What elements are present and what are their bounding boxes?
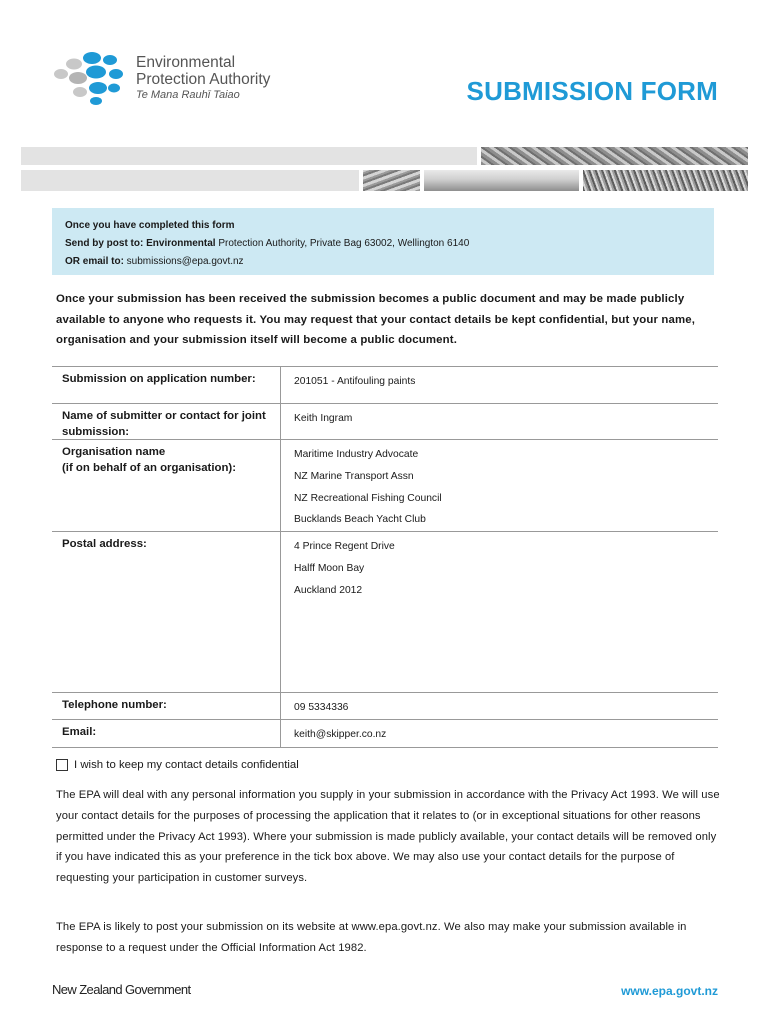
public-document-notice: Once your submission has been received the submission becomes a public document and may be made publicly available to anyone who requests it. You may request that your contact details be kept confidential, but your name, organisation and your submission itself will become a public document. <box>56 293 696 346</box>
banner-strip <box>21 170 359 191</box>
banner-image-rock <box>363 170 420 191</box>
submitter-details-table <box>52 366 718 748</box>
confidential-checkbox-label: I wish to keep my contact details confidential <box>74 759 299 771</box>
table-row <box>52 440 718 532</box>
postal-address-value[interactable] <box>280 532 718 692</box>
postal-address-line: 4 Prince Regent Drive <box>294 541 395 552</box>
organisation-line: NZ Marine Transport Assn <box>294 470 414 482</box>
telephone-value[interactable]: 09 5334336 <box>294 702 349 713</box>
organisation-label-line2: (if on behalf of an organisation): <box>62 462 237 474</box>
submission-email-link[interactable]: submissions@epa.govt.nz <box>123 256 244 267</box>
submission-instructions <box>52 208 714 275</box>
submitter-name-value[interactable]: Keith Ingram <box>294 413 353 424</box>
table-row <box>52 720 718 748</box>
postal-address-line: Halff Moon Bay <box>294 562 365 574</box>
postal-address-label: Postal address: <box>62 538 147 550</box>
page-title: SUBMISSION FORM <box>466 76 718 106</box>
epa-logo <box>52 50 302 106</box>
email-value[interactable]: keith@skipper.co.nz <box>294 729 387 740</box>
instructions-heading: Once you have completed this form <box>65 220 235 231</box>
website-link[interactable]: www.epa.govt.nz <box>621 984 718 998</box>
submitter-name-label: Name of submitter or contact for joint submission: <box>62 410 266 438</box>
confidential-checkbox[interactable] <box>56 759 68 771</box>
organisation-line: Bucklands Beach Yacht Club <box>294 514 426 526</box>
table-row <box>52 532 718 693</box>
website-paragraph: The EPA is likely to post your submission on its website at www.epa.govt.nz. We also may make your submission available in response to a request under the Official Information Act 1982. <box>56 921 687 954</box>
org-name-maori: Te Mana Rauhī Taiao <box>136 89 240 101</box>
organisation-line: Maritime Industry Advocate <box>294 449 419 460</box>
email-label: OR email to: <box>65 256 124 267</box>
organisation-label <box>52 440 280 531</box>
confidential-option <box>56 759 299 771</box>
organisation-value[interactable] <box>280 440 718 531</box>
org-name-line1: Environmental <box>136 54 236 71</box>
email-field-label: Email: <box>62 726 97 738</box>
telephone-label: Telephone number: <box>62 699 167 711</box>
banner-strip <box>21 147 477 165</box>
application-number-label: Submission on application number: <box>62 373 256 385</box>
organisation-label-line1: Organisation name <box>62 446 166 458</box>
postal-address-line: Auckland 2012 <box>294 584 363 596</box>
application-number-value[interactable]: 201051 - Antifouling paints <box>294 376 416 387</box>
banner-image-ferns <box>481 147 748 165</box>
org-name-line2: Protection Authority <box>136 71 271 88</box>
nz-government-logo: New Zealand Government <box>52 982 191 997</box>
organisation-line: NZ Recreational Fishing Council <box>294 492 442 504</box>
table-row <box>52 404 718 440</box>
post-address: Protection Authority, Private Bag 63002, Wellington 6140 <box>215 238 470 249</box>
banner-image-fern <box>583 170 748 191</box>
table-row <box>52 367 718 404</box>
post-label: Send by post to: Environmental <box>65 238 216 249</box>
epa-logo-icon <box>52 50 132 106</box>
table-row <box>52 693 718 720</box>
privacy-paragraph: The EPA will deal with any personal information you supply in your submission in accordance with the Privacy Act 1993. We will use your contact details for the purposes of processing the application that it relates to (or in exceptional situations for other reasons permitted under the Privacy Act 1993). Where your submission is made publicly available, your contact details will be removed only if you have indicated this as your preference in the tick box above. We may also use your contact details for the purpose of requesting your participation in customer surveys. <box>56 789 720 885</box>
banner-image-sky <box>424 170 579 191</box>
